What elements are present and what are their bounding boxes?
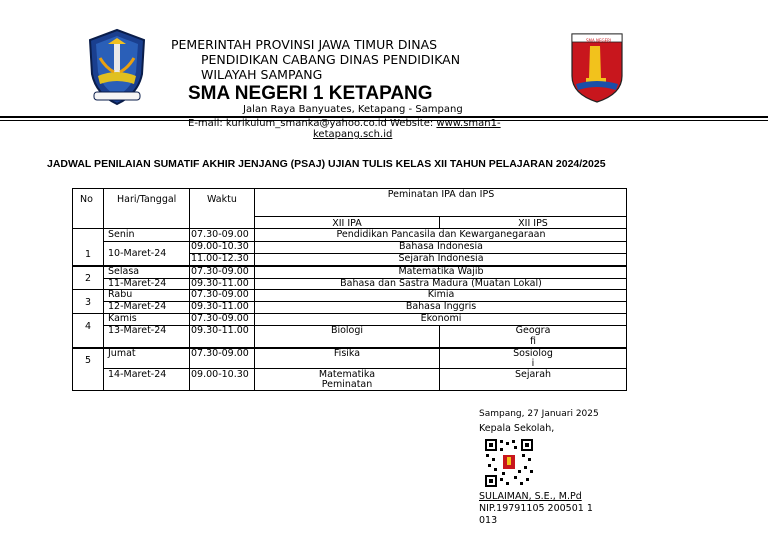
group-1-day: Senin xyxy=(108,229,135,240)
g5-r2-time: 09.00-10.30 xyxy=(191,369,249,380)
group-4-no: 4 xyxy=(85,321,92,332)
header-line-1: PEMERINTAH PROVINSI JAWA TIMUR DINAS xyxy=(171,37,438,52)
g2-r1-time: 07.30-09.00 xyxy=(191,266,249,277)
col-no-header: No xyxy=(80,194,93,205)
g4-r2-ipa: Biologi xyxy=(330,325,364,336)
g4-r2-ips-a: Geogra xyxy=(515,325,551,336)
email-line xyxy=(188,118,501,129)
school-address: Jalan Raya Banyuates, Ketapang - Sampang xyxy=(243,104,463,115)
g5-r2-ips: Sejarah xyxy=(514,369,552,380)
header-line-2: PENDIDIKAN CABANG DINAS PENDIDIKAN xyxy=(201,52,461,67)
col-peminatan-header: Peminatan IPA dan IPS xyxy=(387,189,495,200)
g3-r2-subject: Bahasa Inggris xyxy=(405,301,477,312)
group-5-date: 14-Maret-24 xyxy=(108,369,167,380)
group-5-day: Jumat xyxy=(108,348,136,359)
g1-r3-subject: Sejarah Indonesia xyxy=(398,253,484,264)
website-link-cont[interactable]: ketapang.sch.id xyxy=(313,129,393,140)
jatim-crest-logo xyxy=(86,28,148,108)
signature-place-date: Sampang, 27 Januari 2025 xyxy=(479,409,599,419)
group-2-no: 2 xyxy=(85,273,92,284)
g4-r2-time: 09.30-11.00 xyxy=(191,325,249,336)
g5-r2-ipa-a: Matematika xyxy=(318,369,376,380)
website-link[interactable]: www.sman1- xyxy=(436,118,501,129)
group-3-date: 12-Maret-24 xyxy=(108,301,167,312)
signature-role: Kepala Sekolah, xyxy=(479,423,555,434)
signature-nip: NIP.19791105 200501 1 xyxy=(479,503,593,514)
group-2-date: 11-Maret-24 xyxy=(108,278,167,289)
group-3-day: Rabu xyxy=(108,289,133,300)
group-5-no: 5 xyxy=(85,355,92,366)
group-3-no: 3 xyxy=(85,297,92,308)
school-logo-text: SMA NEGERI xyxy=(586,38,612,43)
col-date-header: Hari/Tanggal xyxy=(117,194,177,205)
g1-r2-subject: Bahasa Indonesia xyxy=(399,241,483,252)
g5-r1-ips-b: i xyxy=(531,358,535,369)
g3-r1-subject: Kimia xyxy=(427,289,455,300)
qr-code-icon xyxy=(484,438,534,488)
g4-r2-ips-b: fi xyxy=(530,336,536,347)
g2-r2-time: 09.30-11.00 xyxy=(191,278,249,289)
group-4-date: 13-Maret-24 xyxy=(108,325,167,336)
g1-r1-time: 07.30-09.00 xyxy=(191,229,249,240)
school-name: SMA NEGERI 1 KETAPANG xyxy=(188,83,433,104)
g4-r1-time: 07.30-09.00 xyxy=(191,313,249,324)
group-1-no: 1 xyxy=(85,249,92,260)
group-2-day: Selasa xyxy=(108,266,140,277)
g1-r3-time: 11.00-12.30 xyxy=(191,253,249,264)
g1-r1-subject: Pendidikan Pancasila dan Kewarganegaraan xyxy=(336,229,546,240)
g3-r1-time: 07.30-09.00 xyxy=(191,289,249,300)
document-title: JADWAL PENILAIAN SUMATIF AKHIR JENJANG (PSAJ) UJIAN TULIS KELAS XII TAHUN PELAJARAN 2024/2025 xyxy=(47,158,606,170)
g2-r2-subject: Bahasa dan Sastra Madura (Muatan Lokal) xyxy=(340,278,542,289)
col-ips-header: XII IPS xyxy=(518,218,548,229)
group-1-date: 10-Maret-24 xyxy=(108,248,167,259)
group-4-day: Kamis xyxy=(108,313,137,324)
g1-r2-time: 09.00-10.30 xyxy=(191,241,249,252)
g5-r2-ipa-b: Peminatan xyxy=(321,379,373,390)
g2-r1-subject: Matematika Wajib xyxy=(398,266,484,277)
g5-r1-time: 07.30-09.00 xyxy=(191,348,249,359)
g3-r2-time: 09.30-11.00 xyxy=(191,301,249,312)
email-text: E-mail: kurikulum_smanka@yahoo.co.id Website: xyxy=(188,118,437,129)
col-time-header: Waktu xyxy=(207,194,237,205)
signature-name: SULAIMAN, S.E., M.Pd xyxy=(479,491,582,502)
schedule-table xyxy=(72,188,627,391)
col-ipa-header: XII IPA xyxy=(332,218,362,229)
g4-r1-subject: Ekonomi xyxy=(420,313,462,324)
header-line-3: WILAYAH SAMPANG xyxy=(201,67,323,82)
signature-nip-cont: 013 xyxy=(479,515,498,526)
g5-r1-ips-a: Sosiolog xyxy=(513,348,553,359)
g5-r1-ipa: Fisika xyxy=(333,348,361,359)
